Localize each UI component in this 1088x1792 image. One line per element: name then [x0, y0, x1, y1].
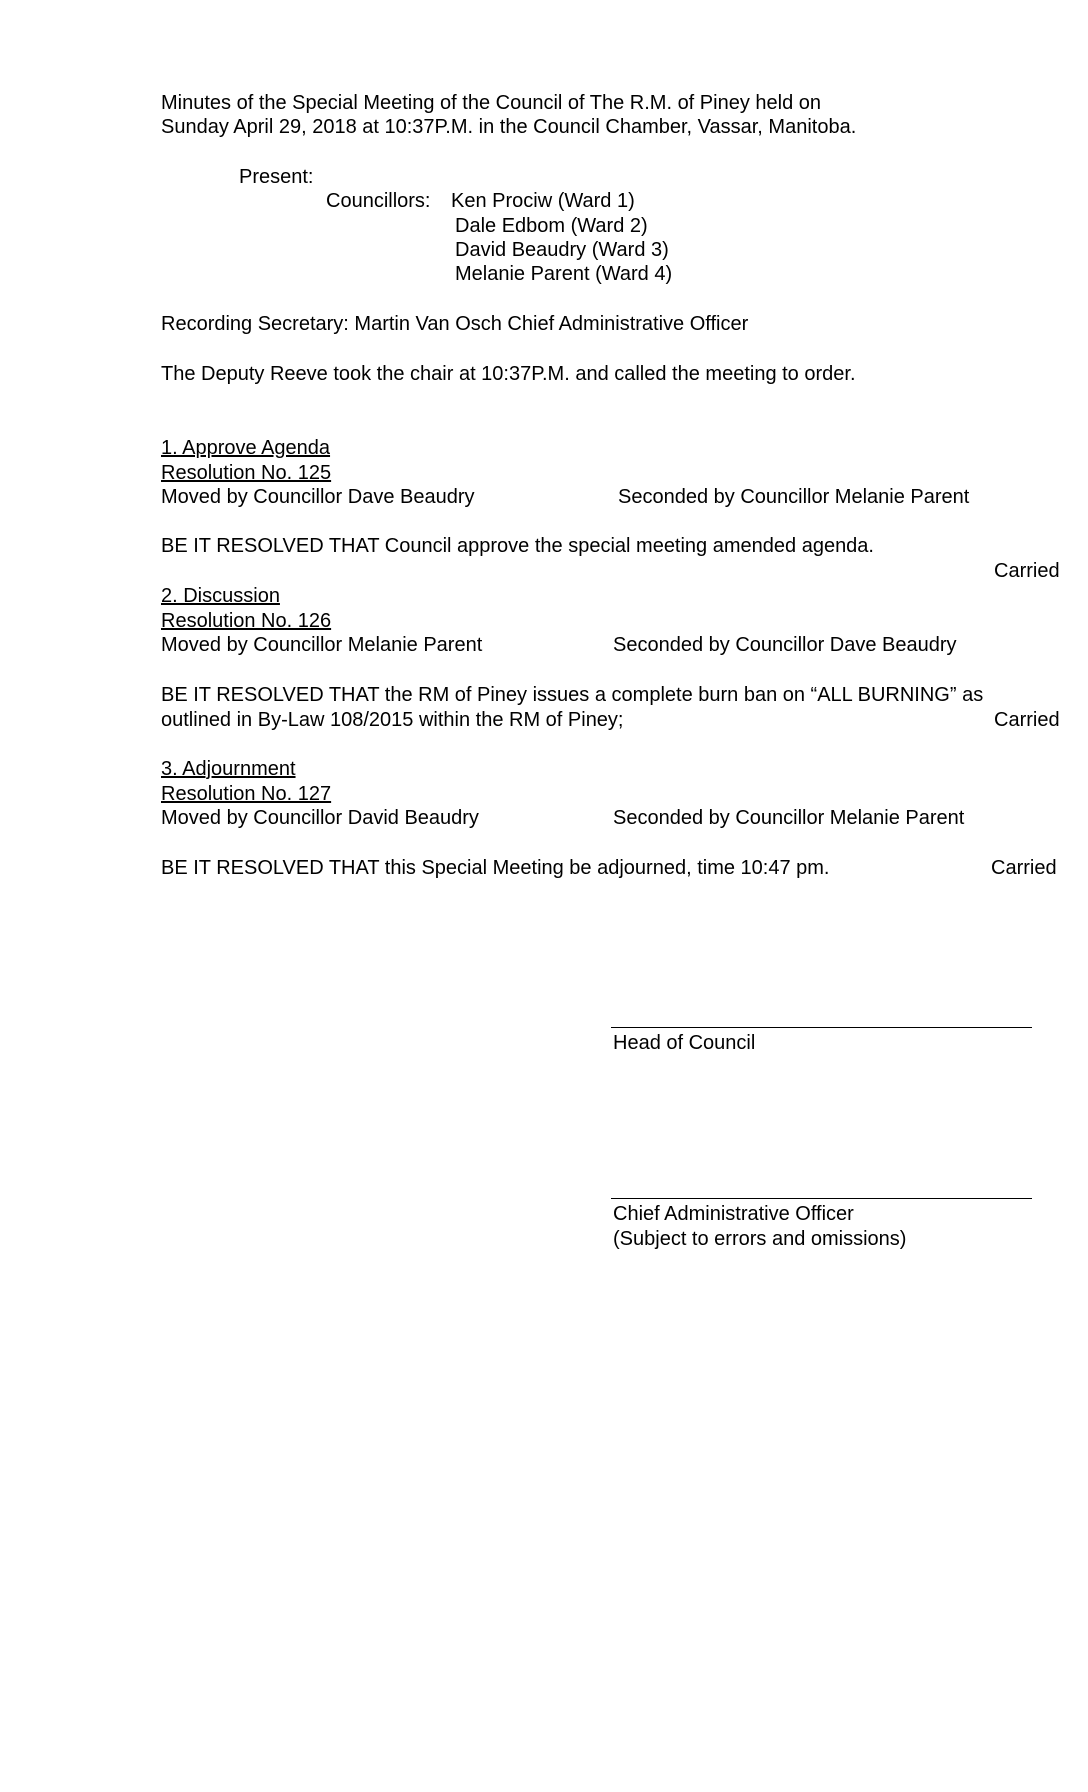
head-of-council-label: Head of Council	[613, 1032, 756, 1054]
chair-statement: The Deputy Reeve took the chair at 10:37P.M. and called the meeting to order.	[161, 363, 856, 385]
moved-by: Moved by Councillor Dave Beaudry	[161, 486, 475, 508]
recording-secretary: Recording Secretary: Martin Van Osch Chief Administrative Officer	[161, 313, 749, 335]
carried-status: Carried	[994, 709, 1060, 731]
item-heading: 1. Approve Agenda	[161, 437, 331, 459]
resolution-number: Resolution No. 127	[161, 783, 332, 805]
resolution-text: BE IT RESOLVED THAT this Special Meeting be adjourned, time 10:47 pm.	[161, 857, 830, 879]
signature-line-head-of-council	[611, 1027, 1032, 1028]
seconded-by: Seconded by Councillor Melanie Parent	[613, 807, 965, 829]
cao-label: Chief Administrative Officer	[613, 1203, 854, 1225]
councillor-2: Dale Edbom (Ward 2)	[455, 215, 648, 237]
councillor-4: Melanie Parent (Ward 4)	[455, 263, 673, 285]
seconded-by: Seconded by Councillor Melanie Parent	[618, 486, 970, 508]
councillor-1: Ken Prociw (Ward 1)	[451, 190, 635, 212]
resolution-number: Resolution No. 126	[161, 610, 332, 632]
carried-status: Carried	[994, 560, 1060, 582]
resolution-text: BE IT RESOLVED THAT Council approve the special meeting amended agenda.	[161, 535, 874, 557]
carried-status: Carried	[991, 857, 1057, 879]
moved-by: Moved by Councillor David Beaudry	[161, 807, 479, 829]
councillors-label: Councillors:	[326, 190, 431, 212]
moved-by: Moved by Councillor Melanie Parent	[161, 634, 483, 656]
signature-line-cao	[611, 1198, 1032, 1199]
minutes-title-line-2: Sunday April 29, 2018 at 10:37P.M. in the Council Chamber, Vassar, Manitoba.	[161, 116, 857, 138]
item-heading: 3. Adjournment	[161, 758, 296, 780]
item-heading: 2. Discussion	[161, 585, 280, 607]
present-label: Present:	[239, 166, 314, 188]
resolution-number: Resolution No. 125	[161, 462, 332, 484]
resolution-text: BE IT RESOLVED THAT the RM of Piney issues a complete burn ban on “ALL BURNING” as	[161, 684, 984, 706]
disclaimer-text: (Subject to errors and omissions)	[613, 1228, 907, 1250]
councillor-3: David Beaudry (Ward 3)	[455, 239, 669, 261]
minutes-title-line-1: Minutes of the Special Meeting of the Council of The R.M. of Piney held on	[161, 92, 821, 114]
seconded-by: Seconded by Councillor Dave Beaudry	[613, 634, 957, 656]
resolution-text: outlined in By-Law 108/2015 within the RM of Piney;	[161, 709, 624, 731]
